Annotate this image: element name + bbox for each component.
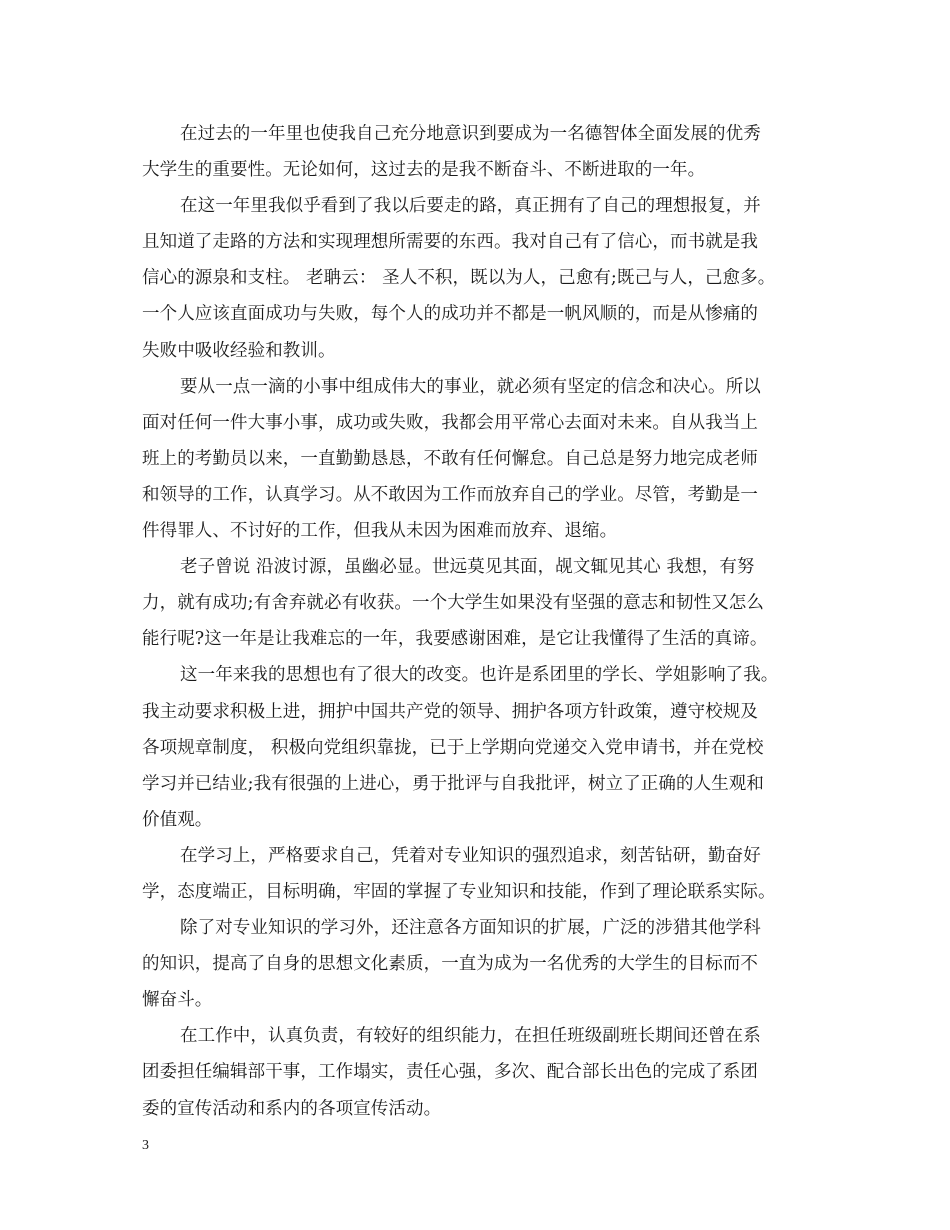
text-line: 在学习上，严格要求自己，凭着对专业知识的强烈追求，刻苦钻研，勤奋好 [180,845,761,866]
text-line: 学，态度端正，目标明确，牢固的掌握了专业知识和技能，作到了理论联系实际。 [142,881,776,902]
text-line: 能行呢?这一年是让我难忘的一年，我要感谢困难，是它让我懂得了生活的真谛。 [142,629,768,650]
text-line: 的知识，提高了自身的思想文化素质，一直为成为一名优秀的大学生的目标而不 [142,954,758,975]
text-line: 班上的考勤员以来，一直勤勤恳恳，不敢有任何懈怠。自己总是努力地完成老师 [142,448,758,469]
text-line: 在过去的一年里也使我自己充分地意识到要成为一名德智体全面发展的优秀 [180,124,761,144]
page-number: 3 [142,1138,149,1153]
text-line: 懈奋斗。 [142,990,213,1011]
text-line: 力，就有成功;有舍弃就必有收获。一个大学生如果没有坚强的意志和韧性又怎么 [142,593,764,614]
text-line: 除了对专业知识的学习外，还注意各方面知识的扩展，广泛的涉猎其他学科 [180,918,761,939]
text-line: 这一年来我的思想也有了很大的改变。也许是系团里的学长、学姐影响了我。 [180,665,779,686]
text-line: 价值观。 [142,809,213,830]
text-line: 大学生的重要性。无论如何，这过去的是我不断奋斗、不断进取的一年。 [142,160,706,181]
text-line: 在工作中，认真负责，有较好的组织能力，在担任班级副班长期间还曾在系 [180,1026,761,1047]
text-line: 且知道了走路的方法和实现理想所需要的东西。我对自己有了信心，而书就是我 [142,232,758,253]
text-line: 在这一年里我似乎看到了我以后要走的路，真正拥有了自己的理想报复，并 [180,196,761,217]
text-line: 要从一点一滴的小事中组成伟大的事业，就必须有坚定的信念和决心。所以 [180,376,761,397]
text-line: 面对任何一件大事小事，成功或失败，我都会用平常心去面对未来。自从我当上 [142,412,758,433]
text-line: 委的宣传活动和系内的各项宣传活动。 [142,1098,442,1119]
text-line: 我主动要求积极上进，拥护中国共产党的领导、拥护各项方针政策，遵守校规及 [142,701,758,722]
text-line: 信心的源泉和支柱。 老聃云： 圣人不积，既以为人，己愈有;既己与人，己愈多。 [142,268,776,289]
text-line: 团委担任编辑部干事，工作塌实，责任心强，多次、配合部长出色的完成了系团 [142,1062,758,1083]
text-line: 件得罪人、不讨好的工作，但我从未因为困难而放弃、退缩。 [142,521,618,542]
text-line: 老子曾说 沿波讨源，虽幽必显。世远莫见其面，觇文辄见其心 我想，有努 [180,557,755,578]
text-line: 和领导的工作，认真学习。从不敢因为工作而放弃自己的学业。尽管，考勤是一 [142,484,758,505]
text-line: 学习并已结业;我有很强的上进心，勇于批评与自我批评，树立了正确的人生观和 [142,773,764,794]
document-body [142,116,810,1127]
text-line: 各项规章制度， 积极向党组织靠拢，已于上学期向党递交入党申请书，并在党校 [142,737,764,758]
text-line: 一个人应该直面成功与失败，每个人的成功并不都是一帆风顺的，而是从惨痛的 [142,304,758,325]
text-line: 失败中吸收经验和教训。 [142,340,336,361]
